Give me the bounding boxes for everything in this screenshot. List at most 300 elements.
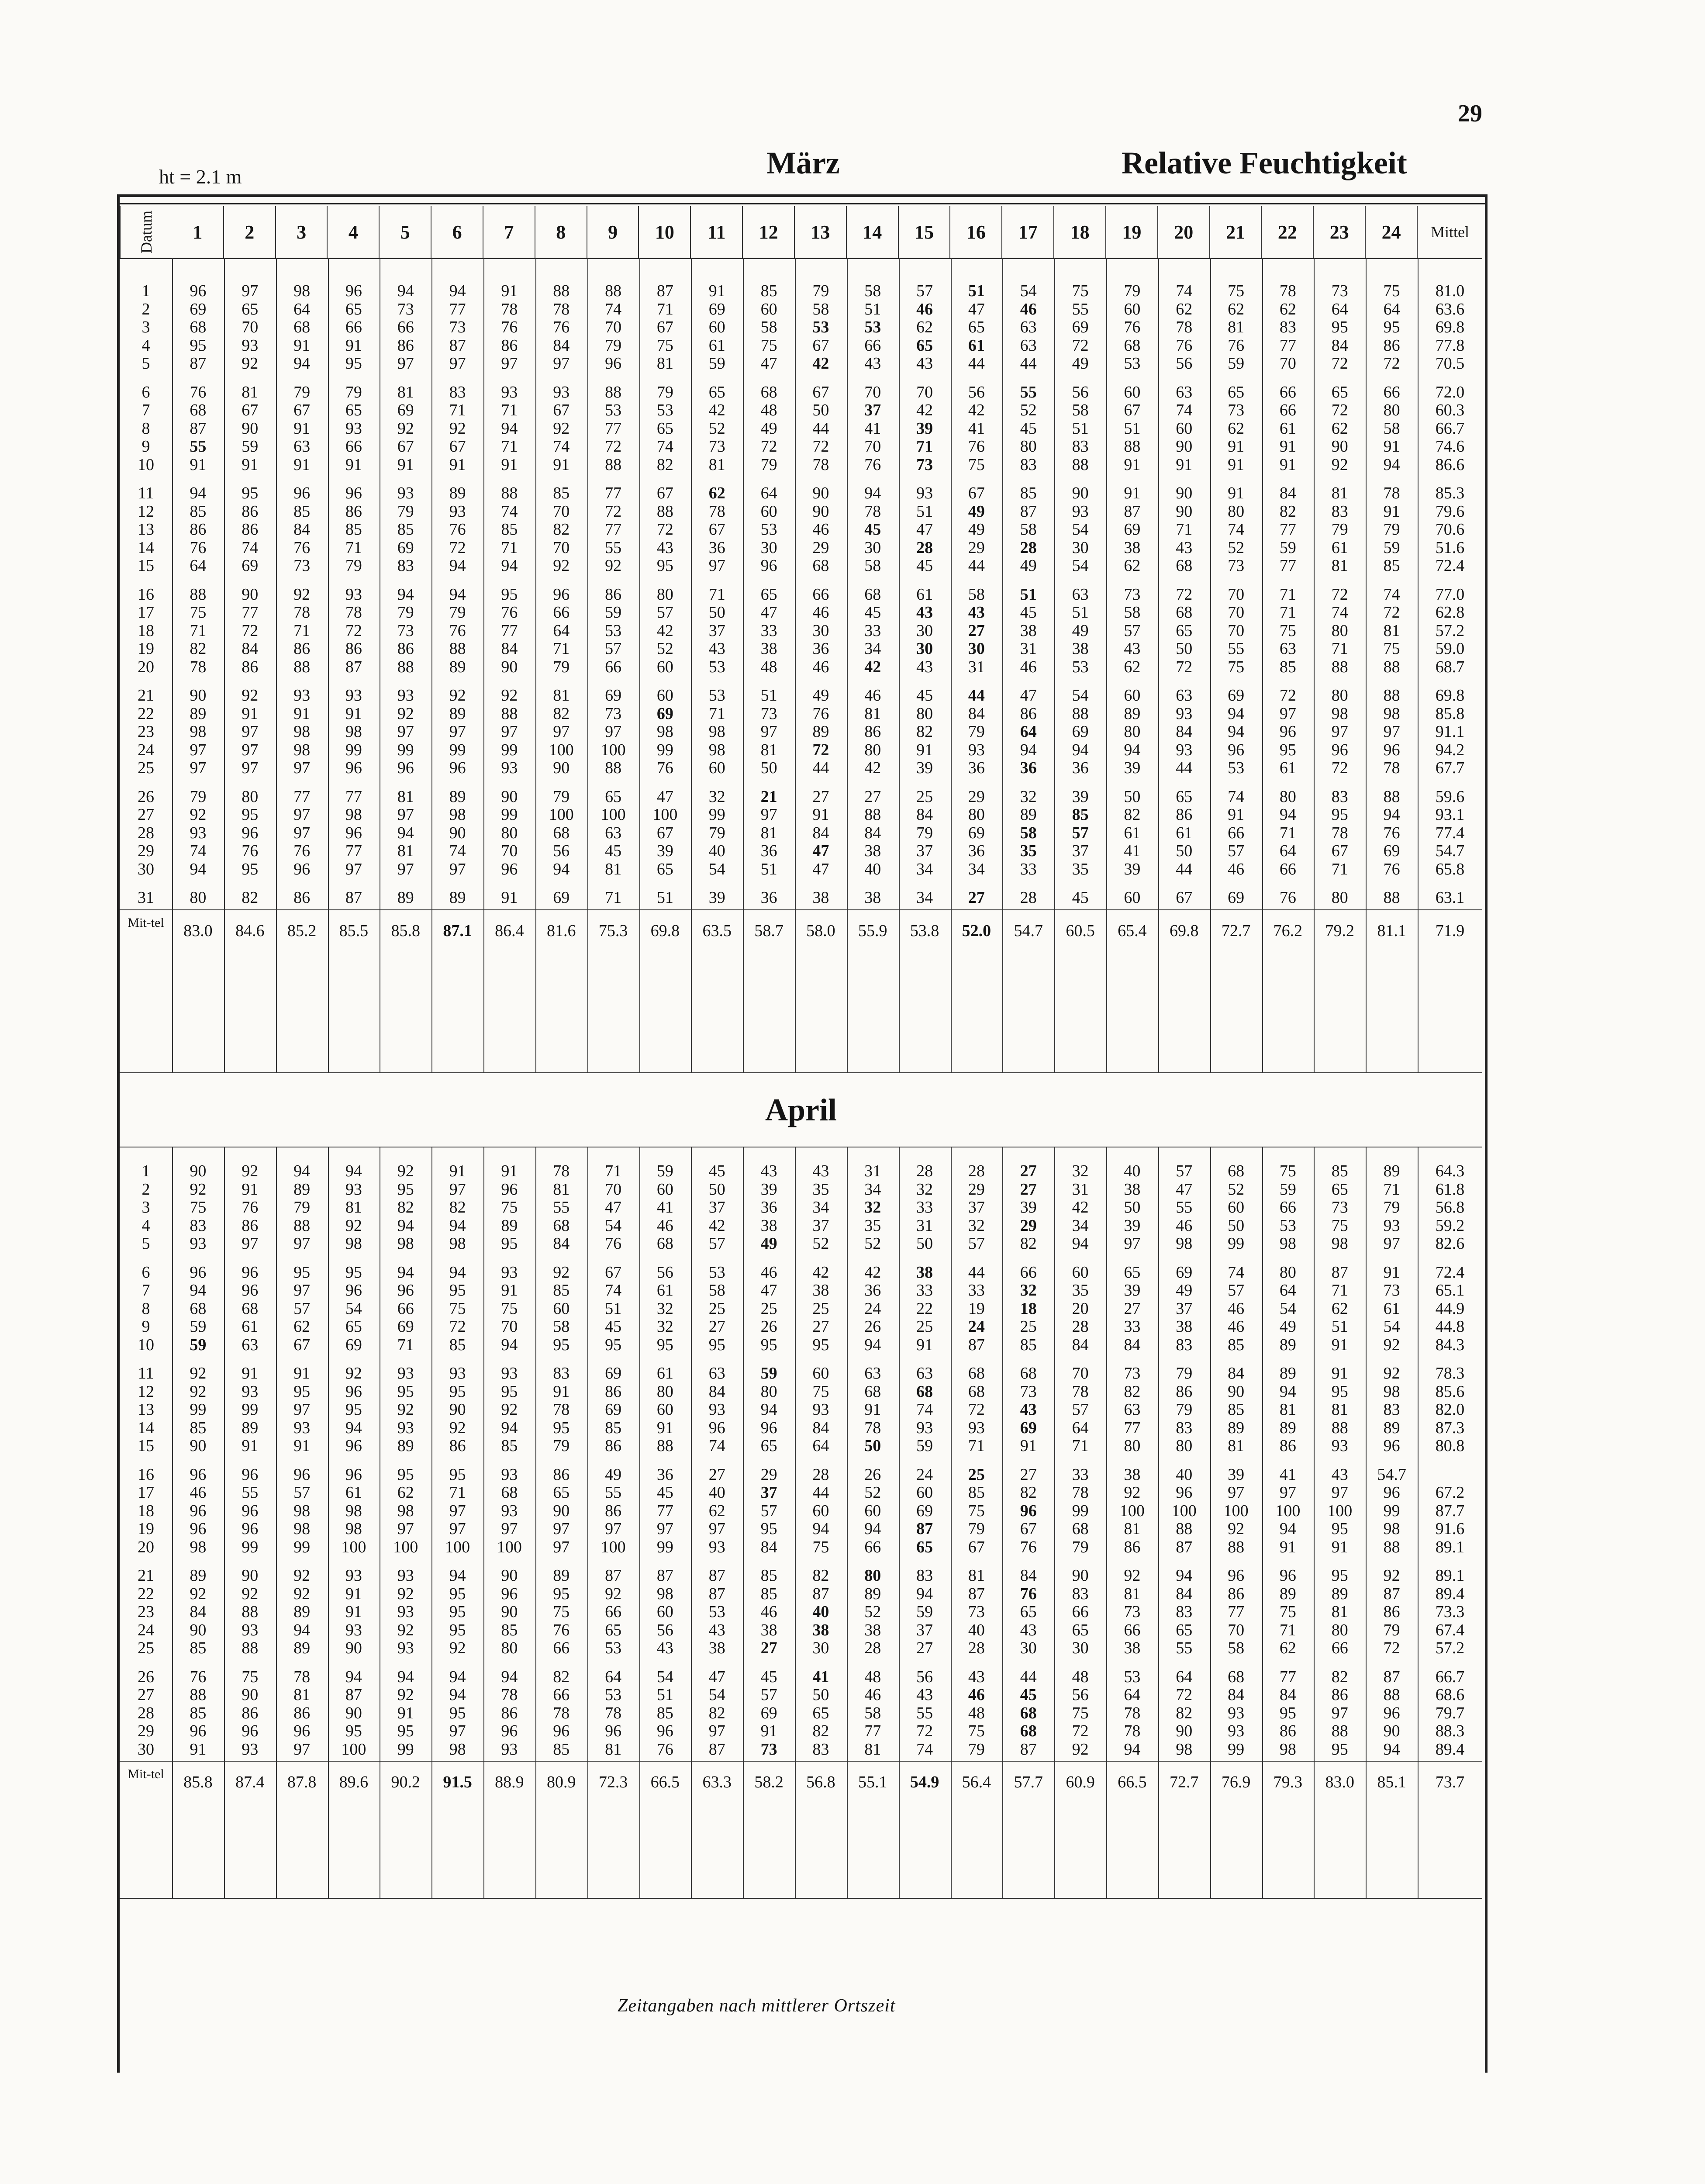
humidity-cell: 64 xyxy=(605,1667,622,1686)
humidity-cell: 95 xyxy=(242,484,259,502)
humidity-cell: 96 xyxy=(1383,1704,1400,1722)
humidity-cell: 92 xyxy=(501,1400,518,1419)
humidity-cell: 93 xyxy=(293,686,311,705)
humidity-cell: 72 xyxy=(1176,1686,1193,1704)
humidity-cell: 47 xyxy=(760,354,777,373)
humidity-cell: 75 xyxy=(1072,282,1089,300)
humidity-cell: 68 xyxy=(812,556,829,575)
humidity-cell: 59 xyxy=(916,1437,933,1455)
humidity-cell: 92 xyxy=(397,1584,414,1603)
humidity-cell: 51 xyxy=(656,888,673,907)
humidity-cell: 74 xyxy=(916,1400,933,1419)
humidity-cell: 94 xyxy=(916,1584,933,1603)
header-hour: 18 xyxy=(1054,206,1106,258)
humidity-cell: 96 xyxy=(190,1722,207,1740)
humidity-cell: 92 xyxy=(293,1566,311,1585)
humidity-cell: 70 xyxy=(553,502,570,521)
humidity-cell: 63 xyxy=(1279,639,1296,658)
humidity-cell: 100 xyxy=(652,805,678,824)
humidity-cell: 91 xyxy=(501,1281,518,1299)
humidity-cell: 88 xyxy=(1383,1686,1400,1704)
humidity-cell: 57 xyxy=(1124,621,1141,640)
humidity-cell: 87 xyxy=(656,1566,673,1585)
humidity-cell: 97 xyxy=(656,1520,673,1538)
humidity-cell: 89 xyxy=(449,704,466,723)
humidity-cell: 85 xyxy=(397,520,414,539)
humidity-cell: 38 xyxy=(812,1621,829,1639)
humidity-cell: 98 xyxy=(345,805,362,824)
humidity-cell: 99 xyxy=(501,740,518,759)
humidity-cell: 41 xyxy=(864,419,881,438)
humidity-cell: 91 xyxy=(501,888,518,907)
humidity-cell: 97 xyxy=(397,1520,414,1538)
humidity-cell: 25 xyxy=(812,1299,829,1318)
humidity-cell: 83 xyxy=(1331,787,1348,806)
humidity-cell: 66 xyxy=(553,1639,570,1657)
humidity-cell: 87 xyxy=(968,1584,985,1603)
humidity-cell: 75 xyxy=(1279,1162,1296,1180)
humidity-cell: 98 xyxy=(345,1501,362,1520)
humidity-cell: 98 xyxy=(1331,704,1348,723)
humidity-cell: 82 xyxy=(1020,1234,1037,1253)
humidity-cell: 94 xyxy=(293,1621,311,1639)
humidity-cell: 25 xyxy=(708,1299,725,1318)
humidity-cell: 54 xyxy=(1072,686,1089,705)
humidity-cell: 30 xyxy=(812,1639,829,1657)
humidity-cell: 75 xyxy=(968,1501,985,1520)
humidity-cell: 96 xyxy=(656,1722,673,1740)
humidity-cell: 92 xyxy=(190,805,207,824)
humidity-cell: 63 xyxy=(1072,585,1089,604)
humidity-cell: 76 xyxy=(449,621,466,640)
humidity-cell: 57 xyxy=(1176,1162,1193,1180)
header-mittel: Mittel xyxy=(1431,223,1469,241)
humidity-cell: 47 xyxy=(656,787,673,806)
daily-mean-cell: 86.6 xyxy=(1435,455,1465,474)
humidity-cell: 98 xyxy=(656,1584,673,1603)
humidity-cell: 62 xyxy=(1124,556,1141,575)
humidity-cell: 65 xyxy=(708,383,725,401)
humidity-cell: 93 xyxy=(242,1621,259,1639)
header-hour: 10 xyxy=(639,206,691,258)
humidity-cell: 65 xyxy=(812,1704,829,1722)
humidity-cell: 88 xyxy=(1124,437,1141,456)
humidity-cell: 38 xyxy=(1020,621,1037,640)
humidity-cell: 58 xyxy=(1124,603,1141,622)
humidity-cell: 58 xyxy=(1383,419,1400,438)
mittel-row-rule xyxy=(120,1761,1482,1762)
humidity-cell: 47 xyxy=(1020,686,1037,705)
header-hour: 24 xyxy=(1366,206,1418,258)
daily-mean-cell: 89.4 xyxy=(1435,1584,1465,1603)
daily-mean-cell: 44.9 xyxy=(1435,1299,1465,1318)
humidity-cell: 66 xyxy=(1279,401,1296,419)
humidity-cell: 91 xyxy=(397,455,414,474)
humidity-cell: 55 xyxy=(553,1198,570,1216)
humidity-cell: 94 xyxy=(190,484,207,502)
humidity-cell: 93 xyxy=(1228,1704,1245,1722)
humidity-cell: 65 xyxy=(1176,787,1193,806)
humidity-cell: 79 xyxy=(553,1437,570,1455)
humidity-cell: 71 xyxy=(1279,585,1296,604)
daily-mean-cell: 67.2 xyxy=(1435,1483,1465,1502)
humidity-cell: 84 xyxy=(864,823,881,842)
humidity-cell: 98 xyxy=(293,1520,311,1538)
humidity-cell: 93 xyxy=(345,585,362,604)
humidity-cell: 79 xyxy=(345,556,362,575)
humidity-cell: 38 xyxy=(864,888,881,907)
humidity-cell: 35 xyxy=(1020,842,1037,860)
humidity-cell: 82 xyxy=(812,1566,829,1585)
date-number: 10 xyxy=(138,455,154,474)
humidity-cell: 71 xyxy=(605,888,622,907)
humidity-cell: 37 xyxy=(968,1198,985,1216)
humidity-cell: 52 xyxy=(864,1483,881,1502)
humidity-cell: 61 xyxy=(968,336,985,355)
humidity-cell: 80 xyxy=(760,1382,777,1401)
humidity-cell: 91 xyxy=(708,282,725,300)
humidity-cell: 45 xyxy=(1020,419,1037,438)
humidity-cell: 76 xyxy=(293,538,311,557)
humidity-cell: 67 xyxy=(1176,888,1193,907)
humidity-cell: 97 xyxy=(293,805,311,824)
humidity-cell: 97 xyxy=(449,354,466,373)
humidity-cell: 97 xyxy=(397,805,414,824)
date-number: 9 xyxy=(142,1317,150,1336)
humidity-cell: 66 xyxy=(864,336,881,355)
humidity-cell: 81 xyxy=(397,842,414,860)
humidity-cell: 86 xyxy=(1279,1437,1296,1455)
humidity-cell: 93 xyxy=(501,383,518,401)
humidity-cell: 94 xyxy=(1228,704,1245,723)
humidity-cell: 91 xyxy=(916,740,933,759)
monthly-mean-cell: 52.0 xyxy=(962,921,991,940)
humidity-cell: 86 xyxy=(501,1704,518,1722)
date-number: 6 xyxy=(142,1263,150,1282)
monthly-mean-cell: 66.5 xyxy=(1118,1773,1147,1791)
humidity-cell: 56 xyxy=(1072,383,1089,401)
humidity-cell: 60 xyxy=(812,1364,829,1382)
humidity-cell: 96 xyxy=(501,1722,518,1740)
humidity-cell: 49 xyxy=(1072,354,1089,373)
humidity-cell: 36 xyxy=(708,538,725,557)
humidity-cell: 80 xyxy=(190,888,207,907)
humidity-cell: 94 xyxy=(501,1418,518,1437)
humidity-cell: 93 xyxy=(708,1538,725,1556)
humidity-cell: 60 xyxy=(708,759,725,777)
humidity-cell: 95 xyxy=(1331,1566,1348,1585)
daily-mean-cell: 59.2 xyxy=(1435,1216,1465,1235)
humidity-cell: 98 xyxy=(1279,1740,1296,1759)
humidity-cell: 74 xyxy=(1176,401,1193,419)
humidity-cell: 59 xyxy=(190,1335,207,1354)
humidity-cell: 32 xyxy=(1072,1162,1089,1180)
humidity-cell: 76 xyxy=(242,1198,259,1216)
humidity-cell: 44 xyxy=(812,759,829,777)
humidity-cell: 61 xyxy=(656,1281,673,1299)
humidity-cell: 81 xyxy=(605,1740,622,1759)
date-number: 25 xyxy=(138,1639,154,1657)
humidity-cell: 51 xyxy=(1124,419,1141,438)
humidity-cell: 85 xyxy=(553,484,570,502)
humidity-cell: 82 xyxy=(812,1722,829,1740)
daily-mean-cell: 65.8 xyxy=(1435,860,1465,878)
humidity-cell: 36 xyxy=(968,842,985,860)
humidity-cell: 76 xyxy=(605,1234,622,1253)
humidity-cell: 46 xyxy=(968,1686,985,1704)
humidity-cell: 84 xyxy=(968,704,985,723)
humidity-cell: 83 xyxy=(1383,1400,1400,1419)
humidity-cell: 98 xyxy=(1383,1382,1400,1401)
humidity-cell: 71 xyxy=(1279,603,1296,622)
humidity-cell: 92 xyxy=(1383,1364,1400,1382)
humidity-cell: 83 xyxy=(449,383,466,401)
humidity-cell: 59 xyxy=(916,1603,933,1621)
humidity-cell: 59 xyxy=(1228,354,1245,373)
daily-mean-cell: 77.0 xyxy=(1435,585,1465,604)
humidity-cell: 52 xyxy=(812,1234,829,1253)
humidity-cell: 43 xyxy=(1020,1400,1037,1419)
humidity-cell: 79 xyxy=(397,502,414,521)
humidity-cell: 74 xyxy=(1228,1263,1245,1282)
humidity-cell: 97 xyxy=(397,354,414,373)
humidity-cell: 64 xyxy=(1279,1281,1296,1299)
humidity-cell: 66 xyxy=(345,437,362,456)
humidity-cell: 96 xyxy=(501,860,518,878)
humidity-cell: 99 xyxy=(656,740,673,759)
humidity-cell: 43 xyxy=(968,1667,985,1686)
humidity-cell: 36 xyxy=(760,842,777,860)
humidity-cell: 58 xyxy=(1228,1639,1245,1657)
humidity-cell: 32 xyxy=(864,1198,881,1216)
humidity-cell: 96 xyxy=(242,823,259,842)
humidity-cell: 87 xyxy=(605,1566,622,1585)
humidity-cell: 100 xyxy=(549,740,574,759)
humidity-cell: 39 xyxy=(1228,1465,1245,1484)
humidity-cell: 81 xyxy=(1124,1520,1141,1538)
humidity-cell: 90 xyxy=(1383,1722,1400,1740)
humidity-cell: 34 xyxy=(1072,1216,1089,1235)
humidity-cell: 63 xyxy=(605,823,622,842)
daily-mean-cell: 59.6 xyxy=(1435,787,1465,806)
humidity-cell: 84 xyxy=(812,823,829,842)
humidity-cell: 71 xyxy=(1176,520,1193,539)
humidity-cell: 74 xyxy=(449,842,466,860)
humidity-cell: 57 xyxy=(1228,1281,1245,1299)
humidity-cell: 92 xyxy=(1072,1740,1089,1759)
humidity-cell: 95 xyxy=(449,1281,466,1299)
humidity-cell: 85 xyxy=(1020,484,1037,502)
humidity-cell: 93 xyxy=(916,1418,933,1437)
header-hour: 2 xyxy=(224,206,276,258)
humidity-cell: 46 xyxy=(1228,1299,1245,1318)
humidity-cell: 80 xyxy=(1124,1437,1141,1455)
humidity-cell: 84 xyxy=(760,1538,777,1556)
humidity-cell: 27 xyxy=(864,787,881,806)
humidity-cell: 86 xyxy=(1176,805,1193,824)
humidity-cell: 91 xyxy=(345,336,362,355)
humidity-cell: 63 xyxy=(1176,686,1193,705)
humidity-cell: 68 xyxy=(1072,1520,1089,1538)
humidity-cell: 72 xyxy=(968,1400,985,1419)
humidity-cell: 95 xyxy=(760,1335,777,1354)
humidity-cell: 57 xyxy=(760,1686,777,1704)
humidity-cell: 95 xyxy=(553,1418,570,1437)
humidity-cell: 96 xyxy=(293,860,311,878)
humidity-cell: 53 xyxy=(1228,759,1245,777)
humidity-cell: 92 xyxy=(1228,1520,1245,1538)
humidity-cell: 97 xyxy=(293,823,311,842)
humidity-cell: 82 xyxy=(190,639,207,658)
humidity-cell: 96 xyxy=(1279,1566,1296,1585)
humidity-cell: 43 xyxy=(864,354,881,373)
humidity-cell: 34 xyxy=(916,888,933,907)
humidity-cell: 68 xyxy=(190,401,207,419)
humidity-cell: 50 xyxy=(708,1180,725,1199)
humidity-cell: 84 xyxy=(501,639,518,658)
humidity-cell: 66 xyxy=(605,1603,622,1621)
daily-mean-cell: 60.3 xyxy=(1435,401,1465,419)
humidity-cell: 71 xyxy=(708,585,725,604)
humidity-cell: 82 xyxy=(916,722,933,741)
humidity-cell: 65 xyxy=(1176,1621,1193,1639)
humidity-cell: 71 xyxy=(656,300,673,318)
humidity-cell: 65 xyxy=(968,318,985,336)
humidity-cell: 26 xyxy=(760,1317,777,1336)
humidity-cell: 51 xyxy=(656,1686,673,1704)
humidity-cell: 75 xyxy=(1072,1704,1089,1722)
humidity-cell: 97 xyxy=(1279,1483,1296,1502)
humidity-cell: 94 xyxy=(553,860,570,878)
humidity-cell: 61 xyxy=(1383,1299,1400,1318)
humidity-cell: 52 xyxy=(864,1603,881,1621)
humidity-cell: 69 xyxy=(190,300,207,318)
humidity-cell: 54 xyxy=(708,860,725,878)
humidity-cell: 98 xyxy=(1176,1234,1193,1253)
humidity-cell: 84 xyxy=(242,639,259,658)
humidity-cell: 85 xyxy=(760,282,777,300)
humidity-cell: 95 xyxy=(449,1621,466,1639)
date-number: 19 xyxy=(138,639,154,658)
humidity-cell: 98 xyxy=(1383,704,1400,723)
humidity-cell: 98 xyxy=(190,722,207,741)
humidity-cell: 94 xyxy=(864,1335,881,1354)
humidity-cell: 93 xyxy=(501,1364,518,1382)
humidity-cell: 66 xyxy=(1124,1621,1141,1639)
header-hour: 6 xyxy=(431,206,483,258)
humidity-cell: 46 xyxy=(864,686,881,705)
humidity-cell: 47 xyxy=(968,300,985,318)
humidity-cell: 97 xyxy=(1228,1483,1245,1502)
humidity-cell: 77 xyxy=(242,603,259,622)
daily-mean-cell: 85.3 xyxy=(1435,484,1465,502)
humidity-cell: 64 xyxy=(1072,1418,1089,1437)
daily-mean-cell: 82.6 xyxy=(1435,1234,1465,1253)
date-number: 30 xyxy=(138,1740,154,1759)
humidity-cell: 68 xyxy=(501,1483,518,1502)
daily-mean-cell: 70.5 xyxy=(1435,354,1465,373)
humidity-cell: 58 xyxy=(864,556,881,575)
date-number: 20 xyxy=(138,657,154,676)
header-hour: 1 xyxy=(172,206,224,258)
humidity-cell: 40 xyxy=(1124,1162,1141,1180)
table-heading: Relative Feuchtigkeit xyxy=(1122,145,1407,180)
humidity-cell: 74 xyxy=(1228,787,1245,806)
humidity-cell: 24 xyxy=(864,1299,881,1318)
humidity-cell: 46 xyxy=(812,603,829,622)
humidity-cell: 85 xyxy=(968,1483,985,1502)
monthly-mean-cell: 85.5 xyxy=(339,921,369,940)
humidity-cell: 67 xyxy=(605,1263,622,1282)
humidity-cell: 74 xyxy=(1228,520,1245,539)
humidity-cell: 92 xyxy=(605,1584,622,1603)
humidity-cell: 88 xyxy=(1383,686,1400,705)
humidity-cell: 95 xyxy=(760,1520,777,1538)
humidity-cell: 53 xyxy=(708,686,725,705)
humidity-cell: 93 xyxy=(449,1364,466,1382)
date-number: 2 xyxy=(142,300,150,318)
humidity-cell: 93 xyxy=(1228,1722,1245,1740)
humidity-cell: 50 xyxy=(812,1686,829,1704)
humidity-cell: 96 xyxy=(1020,1501,1037,1520)
humidity-cell: 62 xyxy=(1176,300,1193,318)
humidity-cell: 78 xyxy=(501,300,518,318)
humidity-cell: 53 xyxy=(1124,354,1141,373)
humidity-cell: 86 xyxy=(397,336,414,355)
humidity-cell: 79 xyxy=(812,282,829,300)
humidity-cell: 50 xyxy=(1124,787,1141,806)
humidity-cell: 38 xyxy=(1124,1639,1141,1657)
humidity-cell: 86 xyxy=(449,1437,466,1455)
humidity-cell: 92 xyxy=(242,1584,259,1603)
humidity-cell: 86 xyxy=(1176,1382,1193,1401)
humidity-cell: 67 xyxy=(1331,842,1348,860)
humidity-cell: 79 xyxy=(968,1740,985,1759)
humidity-cell: 94 xyxy=(1383,455,1400,474)
humidity-cell: 97 xyxy=(397,860,414,878)
humidity-cell: 39 xyxy=(1124,759,1141,777)
humidity-cell: 27 xyxy=(708,1465,725,1484)
humidity-cell: 97 xyxy=(449,1180,466,1199)
humidity-cell: 47 xyxy=(812,860,829,878)
humidity-cell: 85 xyxy=(1228,1400,1245,1419)
humidity-cell: 71 xyxy=(1331,639,1348,658)
monthly-mean-cell: 79.2 xyxy=(1325,921,1354,940)
humidity-cell: 36 xyxy=(812,639,829,658)
humidity-cell: 92 xyxy=(553,556,570,575)
daily-mean-cell: 63.6 xyxy=(1435,300,1465,318)
humidity-cell: 81 xyxy=(1124,1584,1141,1603)
humidity-cell: 82 xyxy=(1279,502,1296,521)
humidity-cell: 45 xyxy=(864,520,881,539)
humidity-cell: 65 xyxy=(760,585,777,604)
humidity-cell: 92 xyxy=(190,1364,207,1382)
humidity-cell: 84 xyxy=(812,1418,829,1437)
humidity-cell: 72 xyxy=(605,437,622,456)
humidity-cell: 65 xyxy=(916,336,933,355)
date-number: 1 xyxy=(142,1162,150,1180)
humidity-cell: 74 xyxy=(501,502,518,521)
humidity-cell: 77 xyxy=(1124,1418,1141,1437)
humidity-cell: 97 xyxy=(553,722,570,741)
humidity-cell: 30 xyxy=(1072,1639,1089,1657)
humidity-cell: 33 xyxy=(864,621,881,640)
humidity-cell: 75 xyxy=(449,1299,466,1318)
humidity-cell: 78 xyxy=(293,1667,311,1686)
header-hour: 12 xyxy=(743,206,795,258)
humidity-cell: 91 xyxy=(190,1740,207,1759)
humidity-cell: 86 xyxy=(501,336,518,355)
